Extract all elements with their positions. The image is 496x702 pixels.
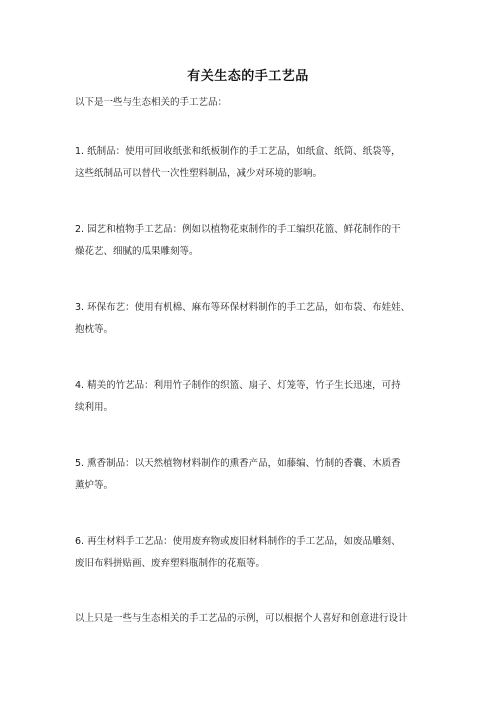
closing-text: 以上只是一些与生态相关的手工艺品的示例，可以根据个人喜好和创意进行设计 [75,613,408,624]
list-item-recycled-materials [75,531,435,575]
list-item-line: 3. 环保布艺：使用有机棉、麻布等环保材料制作的手工艺品，如布袋、布娃娃、 [75,302,411,313]
list-item-line: 废旧布料拼贴画、废弃塑料瓶制作的花瓶等。 [75,558,266,569]
intro-text: 以下是一些与生态相关的手工艺品： [75,97,228,108]
list-item-line: 1. 纸制品：使用可回收纸张和纸板制作的手工艺品，如纸盒、纸筒、纸袋等， [75,146,401,157]
list-item-line: 2. 园艺和植物手工艺品：例如以植物花束制作的手工编织花篮、鲜花制作的干 [75,224,401,235]
list-item-eco-fabric [75,297,435,341]
list-item-line: 续利用。 [75,402,114,413]
list-item-line: 抱枕等。 [75,324,114,335]
page-title: 有关生态的手工艺品 [187,69,309,84]
list-item-incense-products [75,453,435,497]
list-item-line: 薰炉等。 [75,480,114,491]
list-item-line: 这些纸制品可以替代一次性塑料制品，减少对环境的影响。 [75,168,323,179]
list-item-line: 6. 再生材料手工艺品：使用废弃物或废旧材料制作的手工艺品，如废品雕刻、 [75,536,401,547]
list-item-line: 5. 熏香制品：以天然植物材料制作的熏香产品，如藤编、竹制的香囊、木质香 [75,458,401,469]
list-item-bamboo-crafts [75,375,435,419]
list-item-paper-products [75,141,435,185]
list-item-gardening-crafts [75,219,435,263]
list-item-line: 燥花艺、细腻的瓜果雕刻等。 [75,246,199,257]
list-item-line: 4. 精美的竹艺品：利用竹子制作的织篮、扇子、灯笼等，竹子生长迅速，可持 [75,380,401,391]
